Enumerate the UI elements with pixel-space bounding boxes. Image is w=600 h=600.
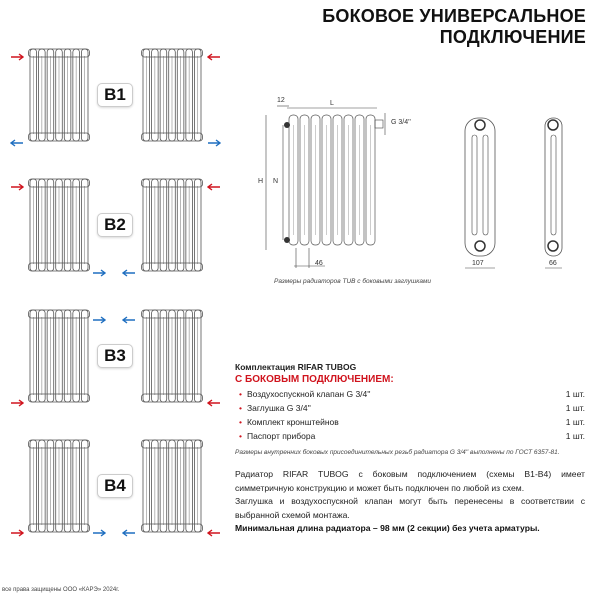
- bullet-icon: •: [239, 403, 242, 413]
- bullet-icon: •: [239, 389, 242, 399]
- dim-l: L: [330, 100, 334, 107]
- item-name: Комплект кронштейнов: [246, 417, 339, 427]
- kit-item: [235, 417, 585, 427]
- item-qty: 1 шт.: [565, 403, 585, 413]
- item-name: Паспорт прибора: [246, 431, 316, 441]
- dim-12: 12: [277, 97, 285, 104]
- dim-n: N: [273, 178, 279, 185]
- item-qty: 1 шт.: [565, 431, 585, 441]
- dim-h: H: [258, 178, 264, 185]
- item-qty: 1 шт.: [565, 389, 585, 399]
- scheme-label: B3: [97, 344, 133, 368]
- bullet-icon: •: [239, 417, 242, 427]
- kit-item: [235, 389, 585, 399]
- copyright: все права защищены ООО «КАРЭ» 2024г.: [2, 587, 120, 593]
- kit-item: [235, 431, 585, 441]
- kit-note: Размеры внутренних боковых присоединительных резьб радиатора G 3/4'' выполнены по ГОСТ 6357-81.: [235, 449, 560, 456]
- scheme-label: B1: [97, 83, 133, 107]
- item-name: Заглушка G 3/4'': [246, 403, 311, 413]
- title-line-2: ПОДКЛЮЧЕНИЕ: [439, 27, 586, 47]
- dim-thread: G 3/4'': [391, 119, 411, 126]
- dim-66: 66: [549, 260, 557, 267]
- dim-46: 46: [315, 260, 323, 267]
- title-line-1: БОКОВОЕ УНИВЕРСАЛЬНОЕ: [322, 6, 586, 26]
- kit-item: [235, 403, 585, 413]
- description: [235, 468, 585, 536]
- item-name: Воздухоспускной клапан G 3/4'': [246, 389, 371, 399]
- description-p3: Минимальная длина радиатора – 98 мм (2 секции) без учета арматуры.: [235, 523, 540, 533]
- bullet-icon: •: [239, 431, 242, 441]
- scheme-label: B2: [97, 213, 133, 237]
- kit-subheading: С БОКОВЫМ ПОДКЛЮЧЕНИЕМ:: [235, 374, 394, 385]
- description-p1: Радиатор RIFAR TUBOG с боковым подключением (схемы В1-В4) имеет симметричную конструкцию и может быть подключен по любой из схем.: [235, 469, 585, 493]
- kit-list: [235, 362, 585, 456]
- dim-107: 107: [472, 260, 484, 267]
- kit-heading: Комплектация RIFAR TUBOG: [235, 362, 357, 372]
- item-qty: 1 шт.: [565, 417, 585, 427]
- description-p2: Заглушка и воздухоспускной клапан могут быть перенесены в соответствии с выбранной схемой монтажа.: [235, 496, 585, 520]
- diagram-caption: Размеры радиаторов TUB с боковыми заглушками: [274, 278, 432, 285]
- scheme-label: B4: [97, 474, 133, 498]
